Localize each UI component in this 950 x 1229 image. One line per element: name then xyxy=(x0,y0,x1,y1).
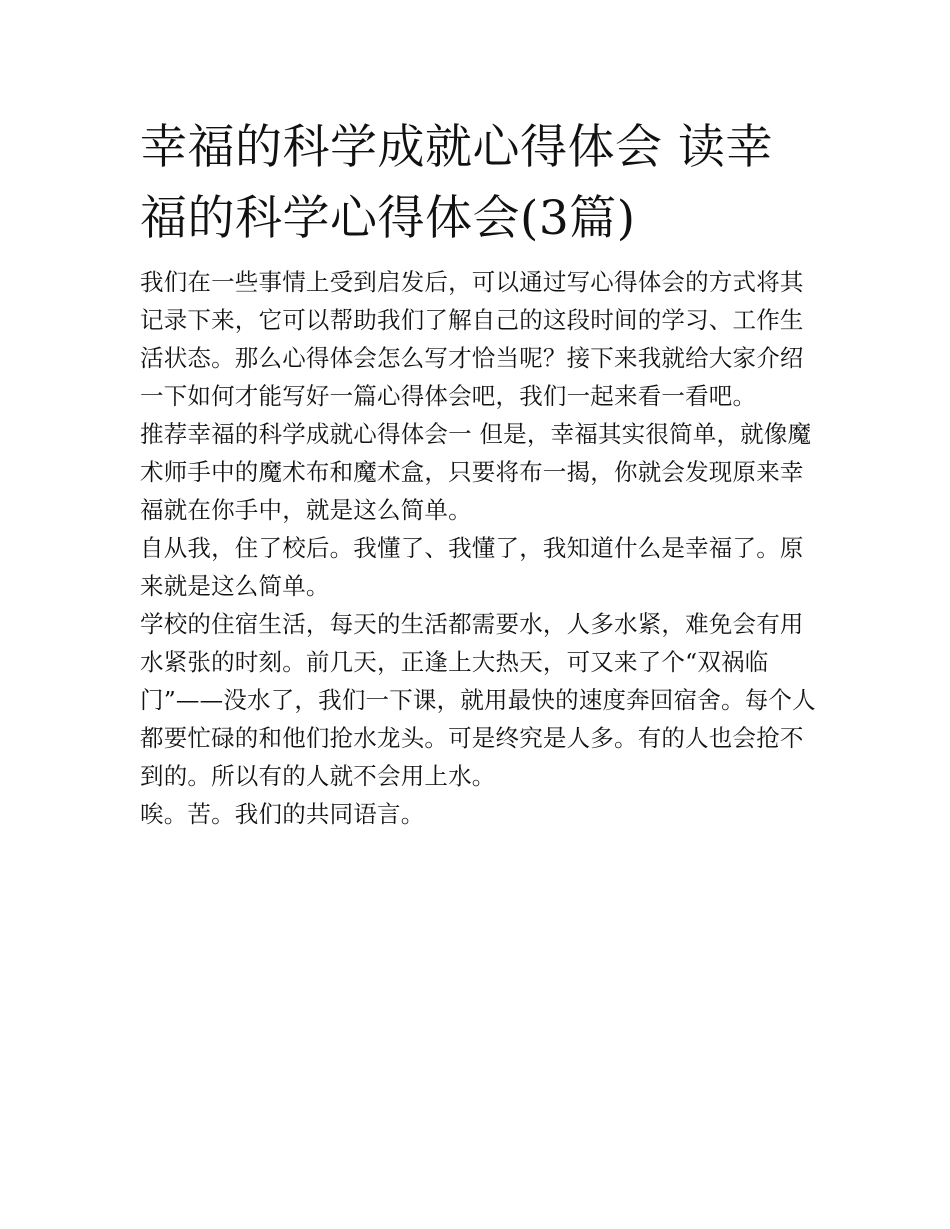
paragraph-school: 自从我，住了校后。我懂了、我懂了，我知道什么是幸福了。原来就是这么简单。 xyxy=(140,534,804,600)
paragraph-intro: 我们在一些事情上受到启发后，可以通过写心得体会的方式将其记录下来，它可以帮助我们了解自己的这段时间的学习、工作生活状态。那么心得体会怎么写才恰当呢？接下来我就给大家介绍一下如何才能写好一篇心得体会吧，我们一起来看一看吧。 xyxy=(140,268,804,410)
paragraph-dorm-life: 学校的住宿生活，每天的生活都需要水，人多水紧，难免会有用水紧张的时刻。前几天，正逢上大热天，可又来了个“双祸临门”——没水了，我们一下课，就用最快的速度奔回宿舍。每个人都要忙碌的和他们抢水龙头。可是终究是人多。有的人也会抢不到的。所以有的人就不会用上水。 xyxy=(140,610,816,790)
paragraph-sigh: 唉。苦。我们的共同语言。 xyxy=(140,800,425,828)
document-body xyxy=(140,112,820,833)
document-title: 幸福的科学成就心得体会 读幸福的科学心得体会(3篇) xyxy=(140,120,773,246)
paragraph-recommend: 推荐幸福的科学成就心得体会一 但是，幸福其实很简单，就像魔术师手中的魔术布和魔术盒，只要将布一揭，你就会发现原来幸福就在你手中，就是这么简单。 xyxy=(140,420,812,524)
